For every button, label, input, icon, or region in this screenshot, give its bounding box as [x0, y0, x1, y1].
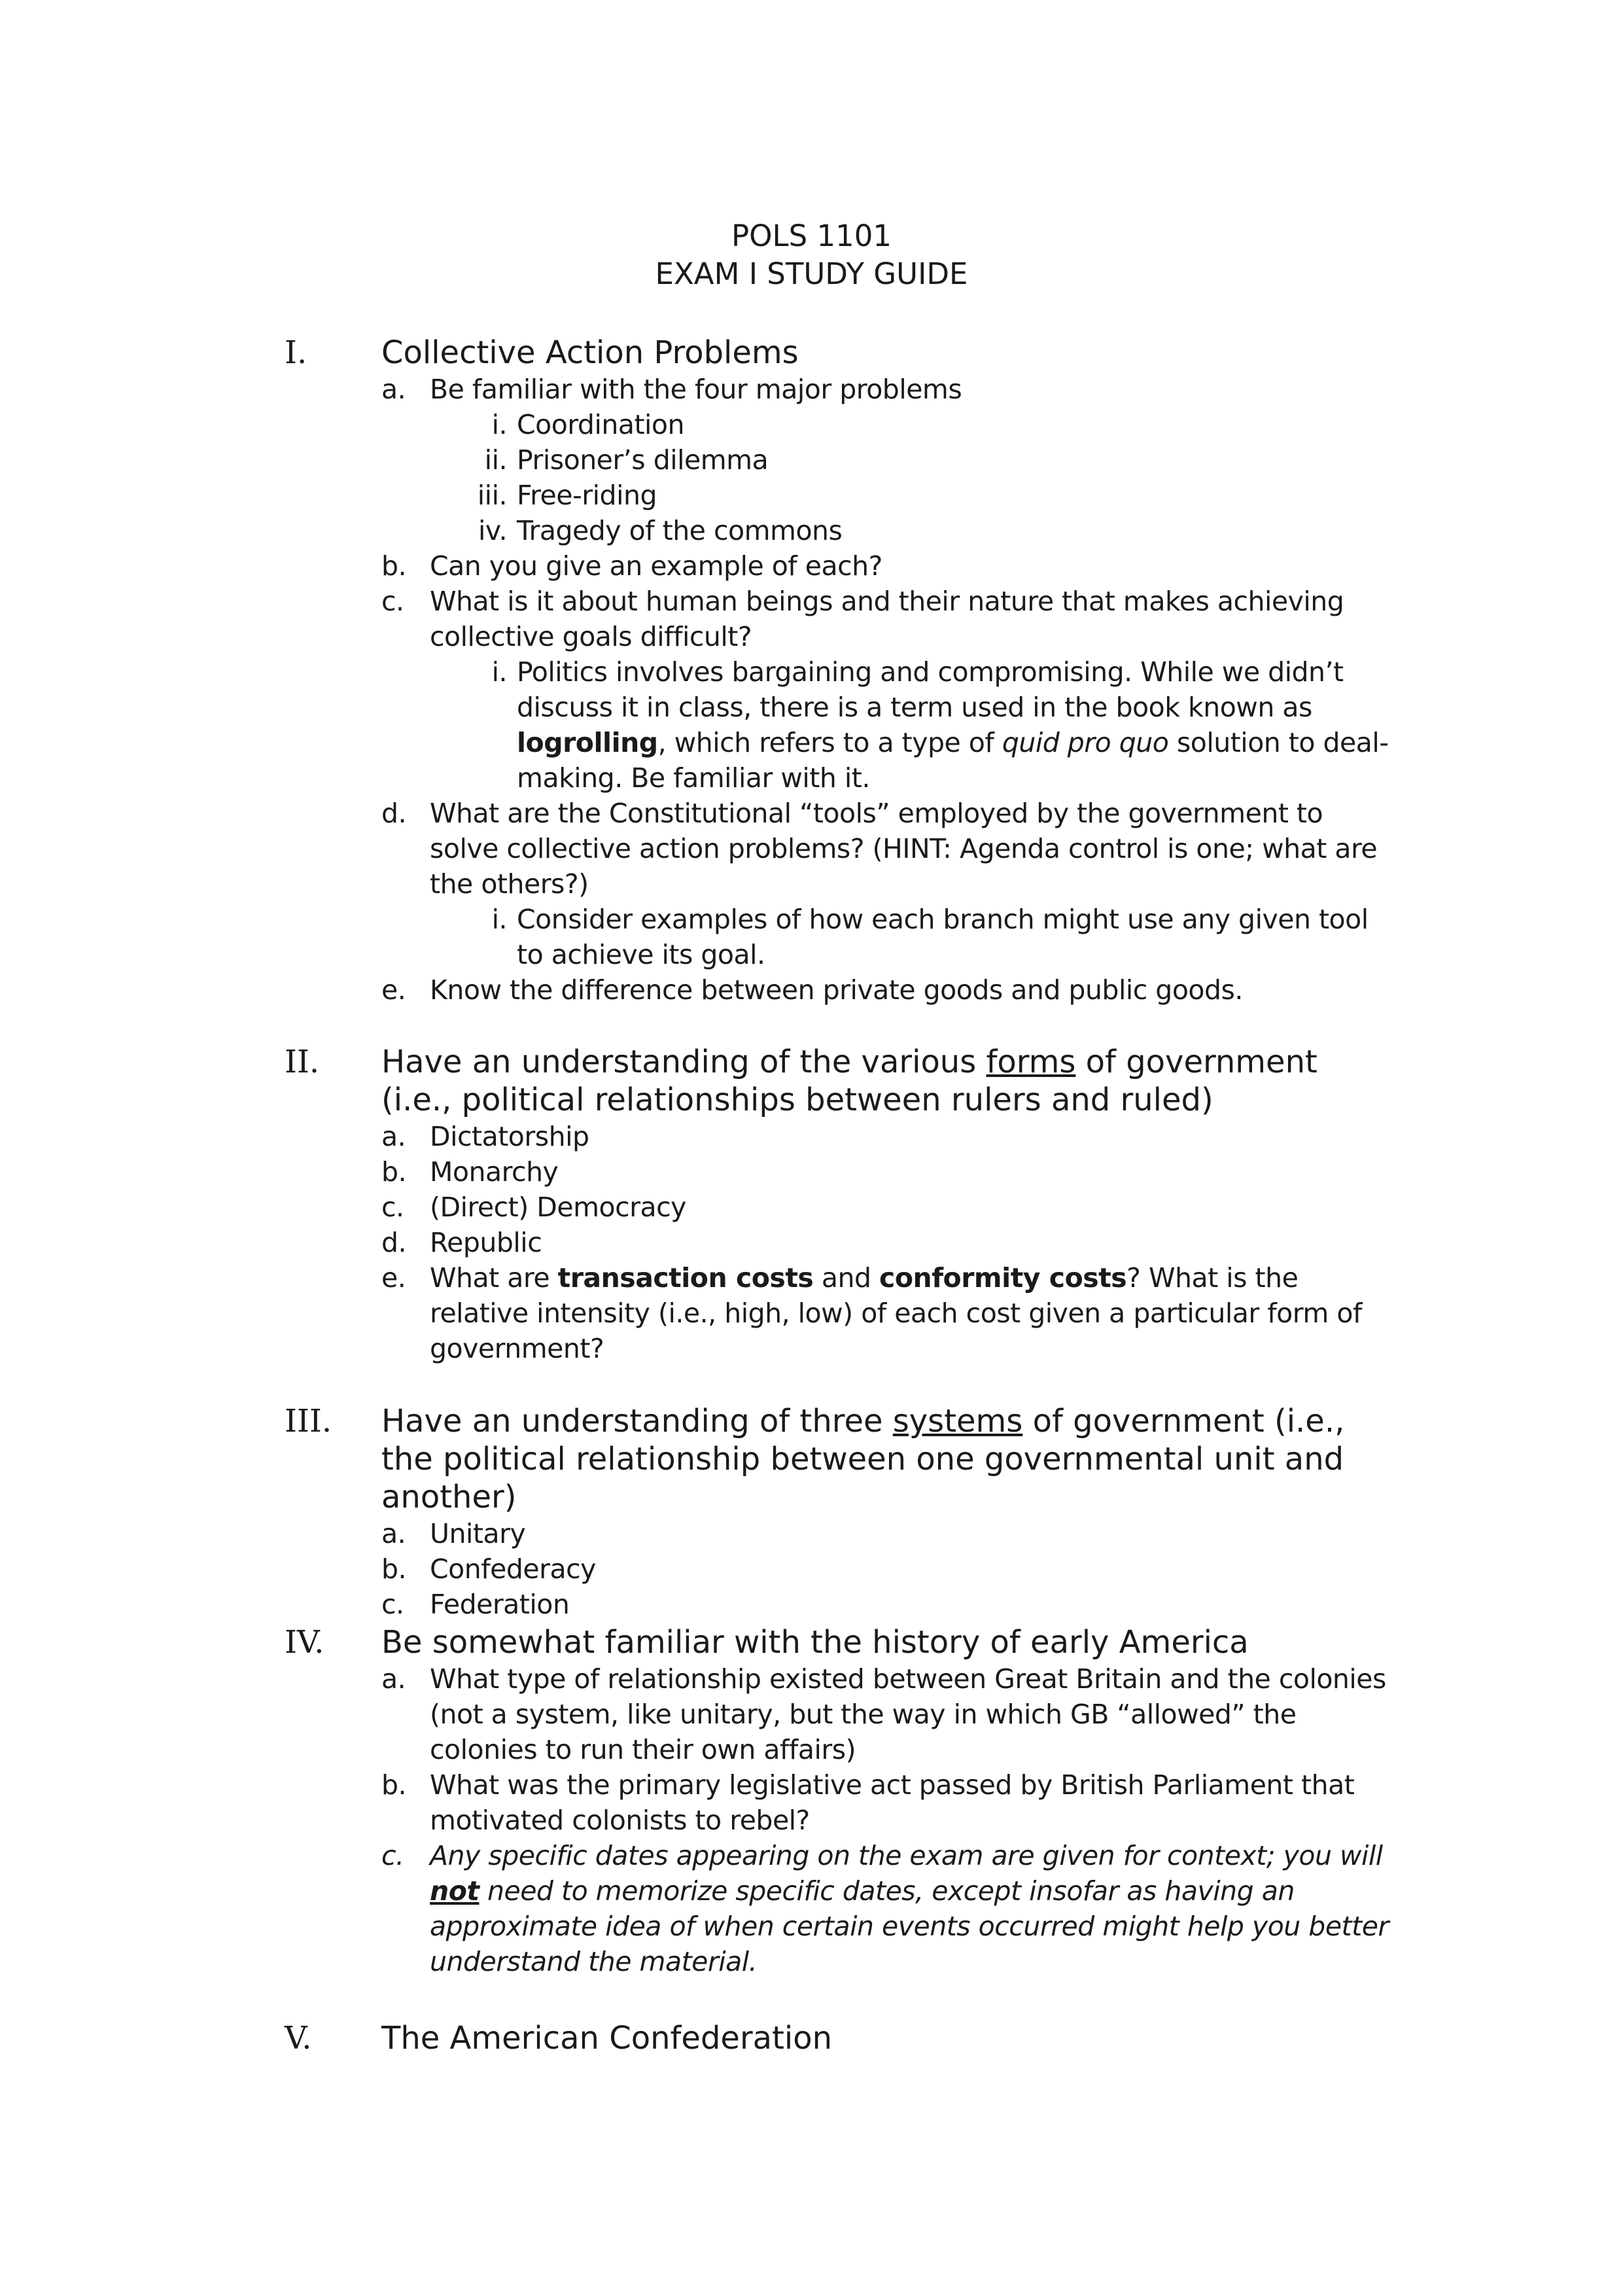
sub-text-end: solution to deal-making. Be familiar with it.: [517, 727, 1389, 794]
section-2: [285, 1043, 1397, 1366]
item-text-start: What are: [430, 1262, 558, 1294]
section-1: [285, 334, 1397, 1008]
list-item: [381, 584, 1397, 654]
item-marker: c.: [381, 1589, 404, 1620]
item-marker: a.: [381, 374, 406, 405]
course-code: POLS 1101: [731, 219, 892, 253]
sub-text: Prisoner’s dilemma: [517, 444, 769, 476]
note-text-start: Any specific dates appearing on the exam are given for context; you will: [430, 1840, 1383, 1871]
sub-marker: i.: [491, 409, 507, 440]
item-marker: c.: [381, 586, 404, 617]
sub-marker: ii.: [484, 444, 507, 476]
section-title: Be somewhat familiar with the history of early America: [381, 1624, 1249, 1661]
list-item: [381, 1661, 1397, 1767]
page-title: EXAM I STUDY GUIDE: [655, 256, 968, 291]
transaction-costs-term: transaction costs: [557, 1262, 814, 1294]
item-text: What type of relationship existed between Great Britain and the colonies (not a system, like unitary, but the way in which GB “allowed” the colonies to run their own affairs): [430, 1663, 1386, 1765]
item-marker: c.: [381, 1192, 404, 1223]
item-marker: e.: [381, 1262, 406, 1294]
list-item: [381, 796, 1397, 902]
sub-marker: i.: [491, 656, 507, 688]
list-item: [381, 1154, 1397, 1190]
list-item: [381, 1551, 1397, 1587]
section-numeral: V.: [285, 2020, 312, 2057]
item-marker: a.: [381, 1663, 406, 1695]
item-marker: b.: [381, 1156, 407, 1188]
sub-marker: i.: [491, 904, 507, 935]
sub-item: [478, 442, 1397, 478]
section-heading: [285, 1623, 1397, 1661]
section-heading: [285, 1402, 1397, 1516]
note-text-end: need to memorize specific dates, except insofar as having an approximate idea of when certain events occurred might help you better understand the material.: [430, 1875, 1389, 1977]
item-marker: b.: [381, 1769, 407, 1801]
title-end: of government (i.e., the political relationship between one governmental unit and another): [381, 1403, 1345, 1515]
section-title: [381, 1043, 1397, 1119]
list-item-note: [381, 1838, 1397, 1979]
item-text: What are the Constitutional “tools” employed by the government to solve collective action problems? (HINT: Agenda control is one; what are the others?): [430, 798, 1378, 900]
list-item: [381, 1119, 1397, 1154]
logrolling-term: logrolling: [517, 727, 658, 758]
item-text: Be familiar with the four major problems: [430, 374, 962, 405]
item-text: (Direct) Democracy: [430, 1192, 686, 1223]
quid-pro-quo-term: quid pro quo: [1002, 727, 1169, 758]
item-text: Republic: [430, 1227, 542, 1258]
sub-item: [478, 513, 1397, 548]
sub-marker: iii.: [477, 480, 507, 511]
section-heading: [285, 1043, 1397, 1119]
sub-marker: iv.: [478, 515, 507, 546]
list-item: [381, 972, 1397, 1008]
sub-text: Tragedy of the commons: [517, 515, 843, 546]
section-numeral: IV.: [285, 1624, 324, 1661]
section-title: [381, 1402, 1397, 1516]
section-numeral: II.: [285, 1044, 320, 1080]
item-text: Can you give an example of each?: [430, 550, 882, 582]
page-header: [0, 217, 1623, 293]
list-item: [381, 1516, 1397, 1551]
section-3: [285, 1402, 1397, 1622]
title-start: Have an understanding of three: [381, 1403, 893, 1439]
item-marker: d.: [381, 798, 407, 829]
section-title: The American Confederation: [381, 2020, 833, 2057]
item-text: Confederacy: [430, 1553, 596, 1585]
section-title: Collective Action Problems: [381, 334, 799, 371]
section-4: [285, 1623, 1397, 1979]
list-item: [381, 372, 1397, 407]
sub-text: Consider examples of how each branch might use any given tool to achieve its goal.: [517, 904, 1369, 970]
title-end: of government (i.e., political relationships between rulers and ruled): [381, 1044, 1318, 1118]
item-text: Monarchy: [430, 1156, 559, 1188]
item-text: What was the primary legislative act passed by British Parliament that motivated colonists to rebel?: [430, 1769, 1355, 1836]
item-marker: b.: [381, 550, 407, 582]
item-text-mid: and: [813, 1262, 880, 1294]
list-item: [381, 1260, 1397, 1366]
section-heading: [285, 334, 1397, 372]
section-numeral: I.: [285, 334, 307, 371]
item-text: Unitary: [430, 1518, 526, 1549]
item-marker: e.: [381, 974, 406, 1006]
forms-term: forms: [986, 1044, 1076, 1080]
section-numeral: III.: [285, 1403, 332, 1439]
sub-text: Coordination: [517, 409, 684, 440]
item-marker: b.: [381, 1553, 407, 1585]
item-text: Federation: [430, 1589, 570, 1620]
item-text: What is it about human beings and their nature that makes achieving collective goals difficult?: [430, 586, 1344, 652]
item-marker: a.: [381, 1518, 406, 1549]
conformity-costs-term: conformity costs: [879, 1262, 1127, 1294]
sub-text-mid: , which refers to a type of: [657, 727, 1002, 758]
sub-item: [478, 902, 1397, 972]
item-text: Know the difference between private goods and public goods.: [430, 974, 1243, 1006]
item-marker: a.: [381, 1121, 406, 1152]
not-emphasis: not: [430, 1875, 480, 1907]
item-marker: c.: [381, 1840, 404, 1871]
list-item: [381, 1587, 1397, 1622]
list-item: [381, 1767, 1397, 1838]
list-item: [381, 548, 1397, 584]
sub-item: [478, 478, 1397, 513]
systems-term: systems: [892, 1403, 1023, 1439]
item-marker: d.: [381, 1227, 407, 1258]
list-item: [381, 1190, 1397, 1225]
sub-text: Free-riding: [517, 480, 657, 511]
sub-item: [478, 407, 1397, 442]
item-text: Dictatorship: [430, 1121, 589, 1152]
sub-item: [478, 654, 1397, 796]
item-text-end: ? What is the relative intensity (i.e., high, low) of each cost given a particular form of government?: [430, 1262, 1362, 1364]
list-item: [381, 1225, 1397, 1260]
section-5: [285, 2019, 1397, 2057]
section-heading: [285, 2019, 1397, 2057]
title-start: Have an understanding of the various: [381, 1044, 986, 1080]
sub-text-start: Politics involves bargaining and compromising. While we didn’t discuss it in class, there is a term used in the book known as: [517, 656, 1344, 723]
